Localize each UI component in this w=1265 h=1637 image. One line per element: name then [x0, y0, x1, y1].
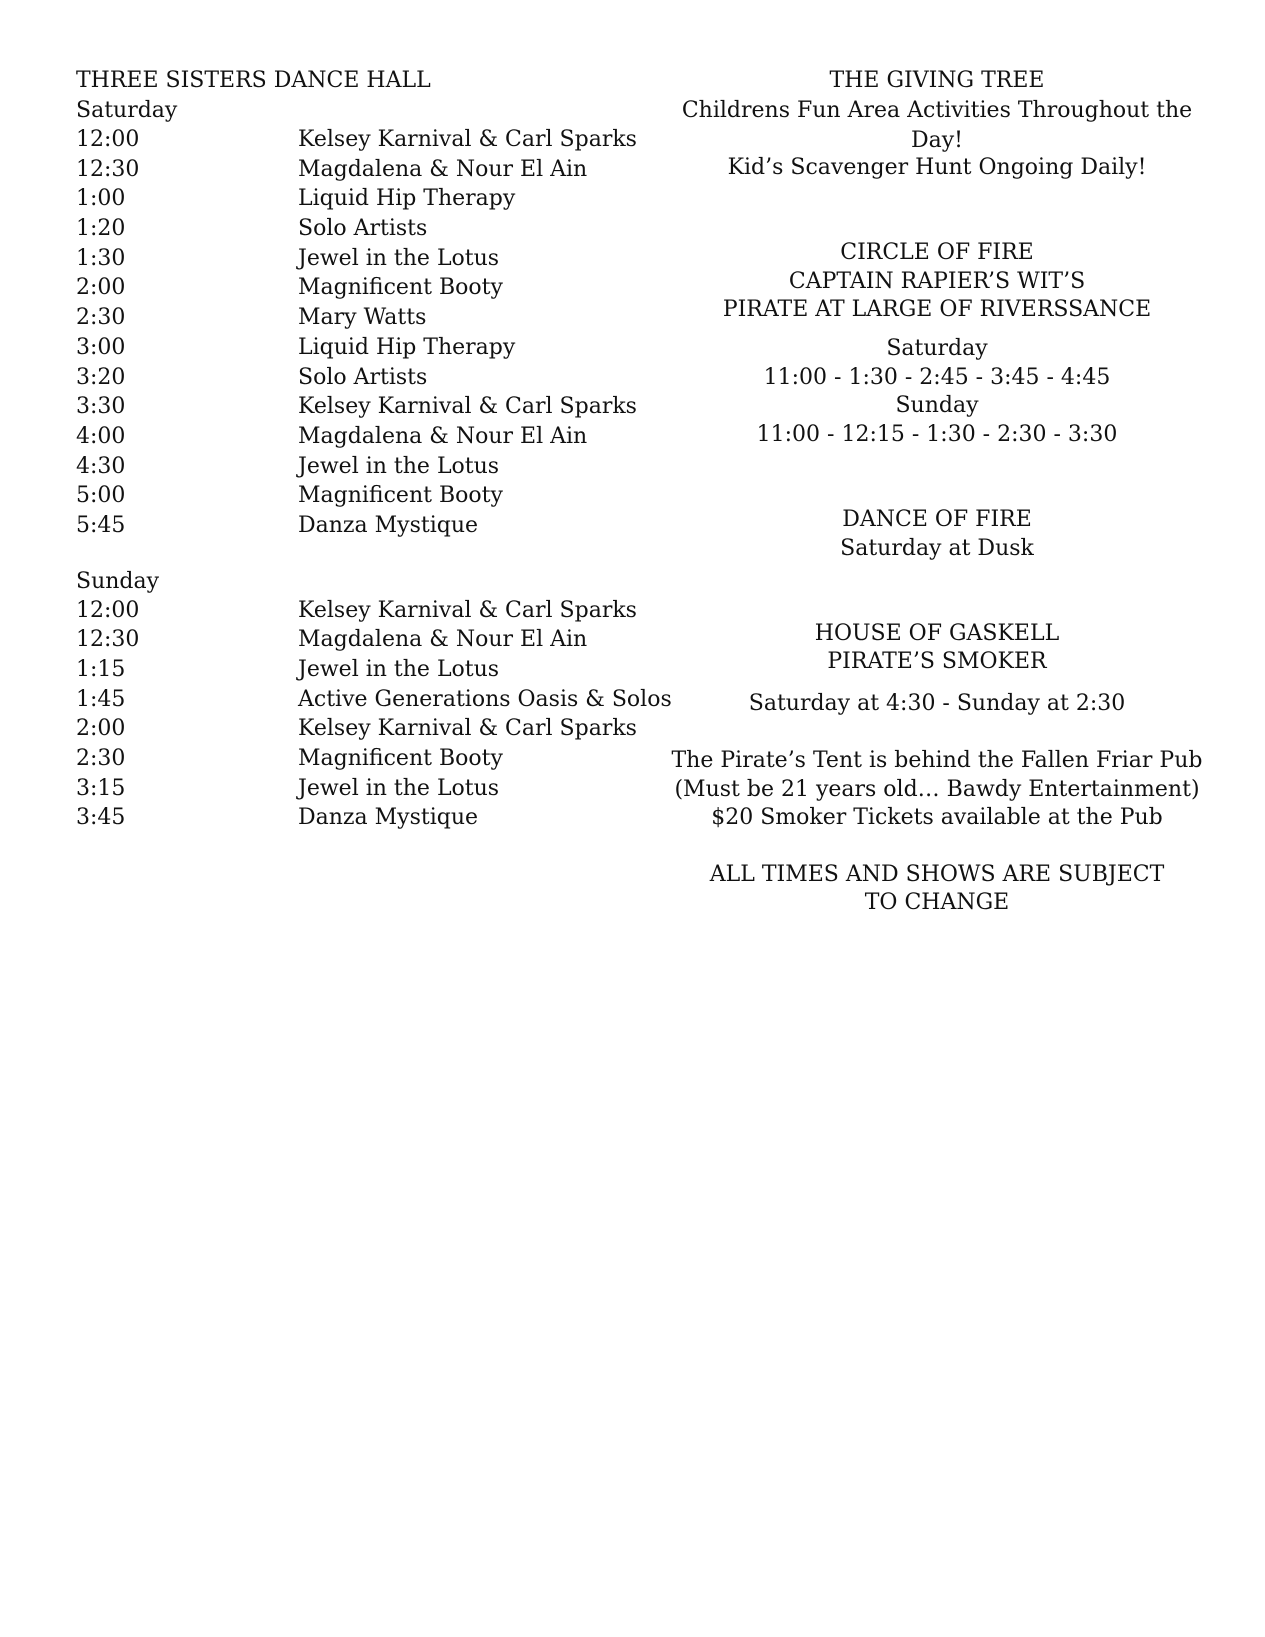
schedule-time: 4:30 — [76, 453, 126, 479]
schedule-time: 2:00 — [76, 716, 126, 742]
schedule-row — [76, 422, 676, 452]
circle-saturday-label: Saturday — [886, 336, 988, 361]
captain-rapier-title: CAPTAIN RAPIER’S WIT’S — [788, 269, 1086, 294]
schedule-time: 2:00 — [76, 275, 126, 301]
schedule-act: Magnificent Booty — [298, 746, 503, 772]
pirate-tent-location: The Pirate’s Tent is behind the Fallen Friar Pub — [671, 748, 1203, 773]
schedule-row — [76, 481, 676, 511]
schedule-act: Jewel in the Lotus — [298, 453, 500, 479]
schedule-time: 3:30 — [76, 394, 126, 420]
schedule-act: Danza Mystique — [298, 805, 479, 831]
dance-hall-title: THREE SISTERS DANCE HALL — [76, 68, 431, 93]
scavenger-hunt-note: Kid’s Scavenger Hunt Ongoing Daily! — [727, 155, 1147, 180]
schedule-act: Solo Artists — [298, 364, 428, 390]
pirates-smoker-title: PIRATE’S SMOKER — [827, 649, 1047, 674]
pirate-at-large-title: PIRATE AT LARGE OF RIVERSSANCE — [722, 297, 1152, 322]
schedule-time: 1:45 — [76, 686, 126, 712]
house-of-gaskell-title: HOUSE OF GASKELL — [814, 621, 1060, 646]
circle-sunday-label: Sunday — [895, 393, 979, 418]
schedule-time: 12:00 — [76, 127, 140, 152]
schedule-time: 5:45 — [76, 512, 126, 538]
sunday-schedule — [76, 596, 676, 834]
dance-of-fire-title: DANCE OF FIRE — [842, 507, 1032, 532]
schedule-act: Magnificent Booty — [298, 483, 503, 509]
sunday-label: Sunday — [76, 568, 160, 594]
disclaimer-line-2: TO CHANGE — [864, 890, 1010, 915]
schedule-act: Magdalena & Nour El Ain — [298, 423, 588, 449]
giving-tree-title: THE GIVING TREE — [829, 68, 1045, 93]
schedule-row — [76, 596, 676, 626]
schedule-time: 3:20 — [76, 364, 126, 390]
schedule-time: 5:00 — [76, 483, 126, 509]
schedule-row — [76, 125, 676, 155]
schedule-row — [76, 803, 676, 833]
schedule-row — [76, 774, 676, 804]
schedule-act: Kelsey Karnival & Carl Sparks — [298, 597, 637, 623]
circle-of-fire-title: CIRCLE OF FIRE — [840, 240, 1034, 265]
schedule-act: Liquid Hip Therapy — [298, 334, 516, 360]
schedule-act: Mary Watts — [298, 305, 427, 331]
circle-saturday-times: 11:00 - 1:30 - 2:45 - 3:45 - 4:45 — [763, 365, 1111, 390]
dance-of-fire-when: Saturday at Dusk — [840, 536, 1034, 561]
schedule-row — [76, 511, 676, 541]
schedule-act: Jewel in the Lotus — [298, 775, 500, 801]
schedule-row — [76, 685, 676, 715]
schedule-row — [76, 303, 676, 333]
smoker-tickets-note: $20 Smoker Tickets available at the Pub — [711, 805, 1163, 830]
schedule-time: 4:00 — [76, 423, 126, 449]
schedule-time: 3:00 — [76, 334, 126, 360]
spacer — [76, 541, 676, 567]
schedule-row — [76, 744, 676, 774]
schedule-act: Magdalena & Nour El Ain — [298, 156, 588, 182]
smoker-times: Saturday at 4:30 - Sunday at 2:30 — [748, 691, 1126, 716]
schedule-act: Magnificent Booty — [298, 275, 503, 301]
schedule-time: 1:30 — [76, 245, 126, 271]
schedule-time: 3:15 — [76, 775, 126, 801]
schedule-time: 12:30 — [76, 627, 140, 653]
circle-sunday-times: 11:00 - 12:15 - 1:30 - 2:30 - 3:30 — [756, 422, 1118, 447]
schedule-row — [76, 452, 676, 482]
schedule-row — [76, 273, 676, 303]
schedule-act: Kelsey Karnival & Carl Sparks — [298, 716, 637, 742]
schedule-act: Danza Mystique — [298, 512, 479, 538]
schedule-row — [76, 333, 676, 363]
saturday-label: Saturday — [76, 98, 178, 123]
schedule-time: 1:00 — [76, 186, 126, 212]
schedule-act: Kelsey Karnival & Carl Sparks — [298, 394, 637, 420]
schedule-time: 12:00 — [76, 597, 140, 623]
schedule-row — [76, 155, 676, 185]
schedule-act: Active Generations Oasis & Solos — [298, 686, 672, 712]
schedule-time: 2:30 — [76, 305, 126, 331]
schedule-act: Jewel in the Lotus — [298, 657, 500, 682]
schedule-time: 3:45 — [76, 805, 126, 831]
schedule-row — [76, 214, 676, 244]
schedule-row — [76, 244, 676, 274]
schedule-act: Solo Artists — [298, 216, 428, 242]
schedule-row — [76, 184, 676, 214]
dance-hall-schedule — [76, 66, 676, 833]
schedule-act: Jewel in the Lotus — [298, 245, 500, 271]
giving-tree-activities: Childrens Fun Area Activities Throughout the Day! — [681, 98, 1193, 153]
schedule-time: 2:30 — [76, 746, 126, 772]
saturday-schedule — [76, 125, 676, 541]
schedule-time: 1:20 — [76, 216, 126, 242]
schedule-time: 1:15 — [76, 657, 126, 682]
disclaimer-line-1: ALL TIMES AND SHOWS ARE SUBJECT — [709, 862, 1165, 887]
schedule-row — [76, 714, 676, 744]
schedule-time: 12:30 — [76, 156, 140, 182]
schedule-row — [76, 363, 676, 393]
schedule-row — [76, 655, 676, 685]
schedule-act: Liquid Hip Therapy — [298, 186, 516, 212]
schedule-act: Magdalena & Nour El Ain — [298, 627, 588, 653]
schedule-row — [76, 625, 676, 655]
schedule-row — [76, 392, 676, 422]
schedule-act: Kelsey Karnival & Carl Sparks — [298, 127, 637, 152]
age-restriction-note: (Must be 21 years old… Bawdy Entertainment) — [674, 777, 1200, 802]
